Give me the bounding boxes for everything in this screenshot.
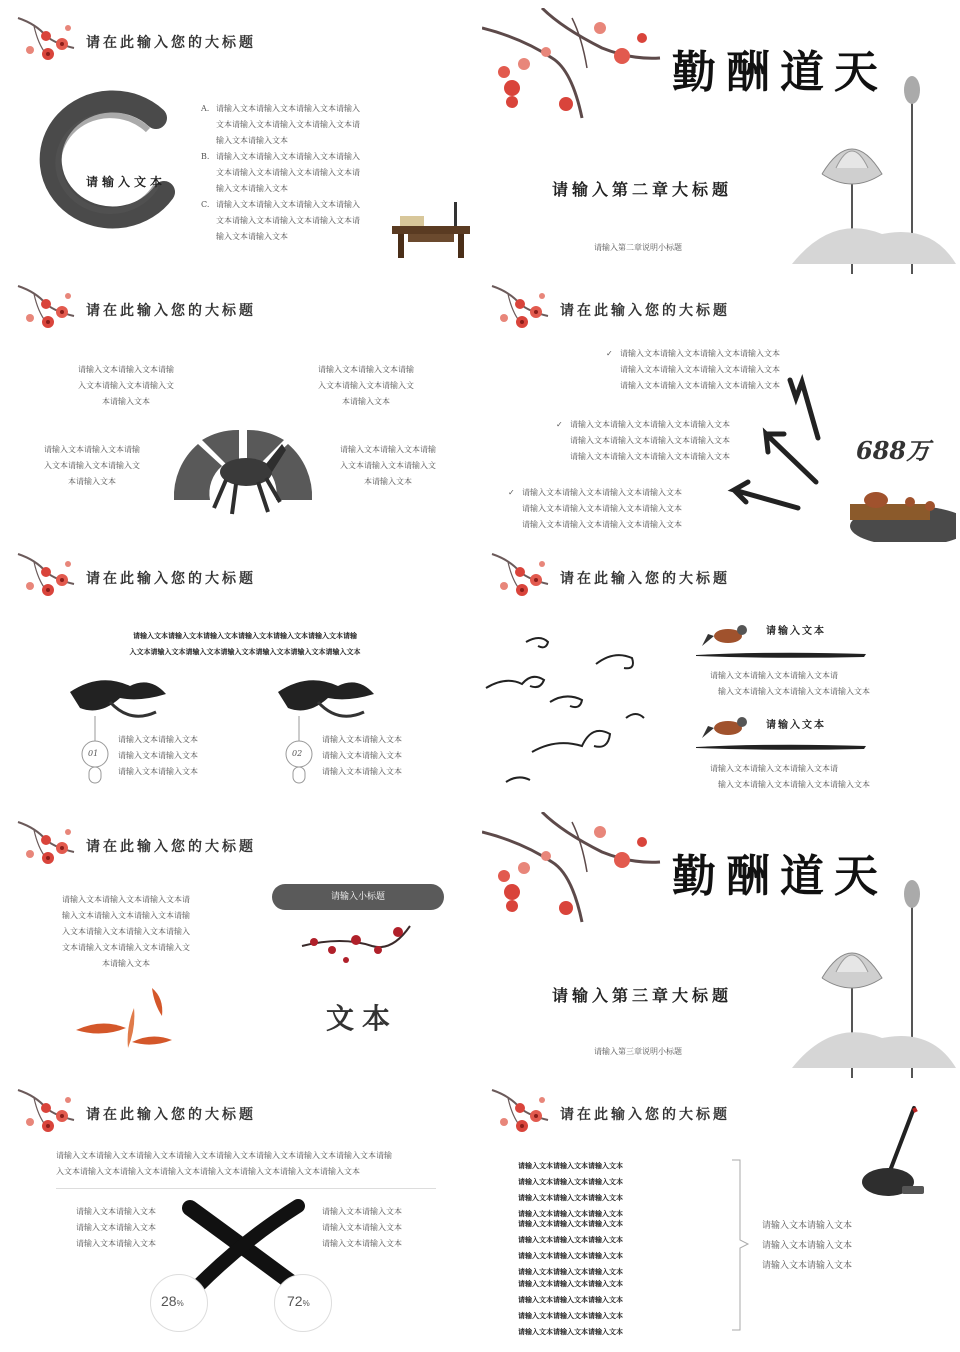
- block-line: 入文本请输入文本请输入文: [78, 381, 174, 390]
- slide-title: 请在此输入您的大标题: [560, 571, 730, 587]
- group-line: 请输入文本请输入文本请输入文本: [518, 1311, 623, 1320]
- item-number: 02: [292, 749, 303, 758]
- item-heading: 请输入文本: [766, 720, 826, 731]
- slide-6: [482, 544, 956, 810]
- circle-text: 请输入文本: [86, 175, 167, 189]
- item-line: 输入文本请输入文本请输入文本请输入文本: [718, 687, 870, 696]
- text-block-3: [32, 442, 152, 490]
- para-line: 请输入文本请输入文本请输入文本请: [62, 895, 190, 904]
- plum-blossom-icon: [16, 818, 78, 868]
- slide-9: [8, 1080, 482, 1346]
- item-line: 请输入文本请输入文本请输入文本请输入: [216, 104, 360, 113]
- slide-title: 请在此输入您的大标题: [86, 571, 256, 587]
- item-line: 请输入文本请输入文本: [118, 735, 198, 744]
- right-line: 请输入文本请输入文本: [762, 1241, 853, 1251]
- percent-circle-1: [150, 1274, 208, 1332]
- block-line: 请输入文本请输入文本请输: [318, 365, 414, 374]
- bird-icon: [702, 620, 752, 650]
- paragraph: [38, 892, 214, 972]
- group-line: 请输入文本请输入文本请输入文本: [518, 1295, 623, 1304]
- left-line: 请输入文本请输入文本: [76, 1223, 156, 1232]
- bracket: [730, 1160, 750, 1330]
- koi-fish-icon: [72, 988, 182, 1064]
- item-line: 请输入文本请输入文本: [118, 767, 198, 776]
- group-line: 请输入文本请输入文本请输入文本: [518, 1235, 623, 1244]
- writing-desk-icon: [386, 198, 476, 262]
- chapter-subtitle: 请输入第二章说明小标题: [594, 243, 682, 252]
- text-block-2: [306, 362, 426, 410]
- lotus-icon: [792, 868, 956, 1078]
- slide-title: 请在此输入您的大标题: [560, 303, 730, 319]
- plum-branch-icon: [482, 812, 662, 932]
- block-line: 入文本请输入文本请输入文: [318, 381, 414, 390]
- group-line: 请输入文本请输入文本请输入文本: [518, 1327, 623, 1336]
- brush-inkstone-icon: [858, 1104, 938, 1204]
- item-line: 请输入文本请输入文本请输入文本请输入: [216, 152, 360, 161]
- pct-unit: %: [176, 1299, 184, 1308]
- item-letter: A.: [201, 104, 210, 113]
- ink-circle-icon: [36, 100, 176, 240]
- galloping-horse-icon: [206, 428, 288, 518]
- chapter-subtitle: 请输入第三章说明小标题: [594, 1047, 682, 1056]
- slide-title: 请在此输入您的大标题: [86, 1107, 256, 1123]
- para-line: 文本请输入文本请输入文本请输入文: [62, 943, 190, 952]
- slide-7: [8, 812, 482, 1078]
- item-line: 请输入文本请输入文本请输入文本请输入文本: [522, 504, 682, 513]
- group-line: 请输入文本请输入文本请输入文本: [518, 1219, 623, 1228]
- block-line: 请输入文本请输入文本请输: [340, 445, 436, 454]
- slide-title: 请在此输入您的大标题: [86, 35, 256, 51]
- plum-blossom-icon: [16, 14, 78, 64]
- pct-unit: %: [302, 1299, 310, 1308]
- pct-number: 72: [287, 1293, 303, 1309]
- right-line: 请输入文本请输入文本: [322, 1207, 402, 1216]
- pct-number: 28: [161, 1293, 177, 1309]
- slide-1: [8, 8, 482, 274]
- item-line: 请输入文本请输入文本请输入文本请: [710, 671, 838, 680]
- chapter-title: 请输入第三章大标题: [552, 986, 733, 1005]
- para-line: 入文本请输入文本请输入文本请输入文本请输入文本请输入文本请输入文本请输入文本: [56, 1167, 360, 1176]
- item-line: 请输入文本请输入文本请输入文本请输入文本: [620, 365, 780, 374]
- slide-title: 请在此输入您的大标题: [86, 839, 256, 855]
- slide-title: 请在此输入您的大标题: [560, 1107, 730, 1123]
- check-icon: ✓: [508, 488, 515, 497]
- item-line: 请输入文本请输入文本: [322, 735, 402, 744]
- chapter-title: 请输入第二章大标题: [552, 180, 733, 199]
- left-line: 请输入文本请输入文本: [76, 1207, 156, 1216]
- slide-10: [482, 1080, 956, 1346]
- item-letter: C.: [201, 200, 210, 209]
- block-line: 本请输入文本: [68, 477, 116, 486]
- check-icon: ✓: [606, 349, 613, 358]
- text-group-1: [518, 1158, 623, 1222]
- group-line: 请输入文本请输入文本请输入文本: [518, 1193, 623, 1202]
- plum-blossom-icon: [490, 550, 552, 600]
- item-line: 文本请输入文本请输入文本请输入文本请: [216, 168, 360, 177]
- item-line: 请输入文本请输入文本请输入文本请输入文本: [570, 436, 730, 445]
- block-line: 请输入文本请输入文本请输: [44, 445, 140, 454]
- group-line: 请输入文本请输入文本请输入文本: [518, 1177, 623, 1186]
- slide-3: [8, 276, 482, 542]
- text-block-1: [66, 362, 186, 410]
- text-group-3: [518, 1276, 623, 1340]
- item-line: 请输入文本请输入文本请输入文本请输入文本: [570, 452, 730, 461]
- lotus-icon: [792, 64, 956, 274]
- item-line: 输入文本请输入文本: [216, 184, 288, 193]
- plum-blossom-icon: [490, 1086, 552, 1136]
- para-line: 请输入文本请输入文本请输入文本请输入文本请输入文本请输入文本请输: [133, 631, 357, 640]
- para-line: 输入文本请输入文本请输入文本请输: [62, 911, 190, 920]
- item-line: 请输入文本请输入文本: [322, 767, 402, 776]
- item-line: 文本请输入文本请输入文本请输入文本请: [216, 120, 360, 129]
- para-line: 入文本请输入文本请输入文本请输入文本请输入文本请输入文本请输入文本: [129, 647, 361, 656]
- text-block-4: [328, 442, 448, 490]
- para-line: 请输入文本请输入文本请输入文本请输入文本请输入文本请输入文本请输入文本请输入文本请输: [56, 1151, 392, 1160]
- group-line: 请输入文本请输入文本请输入文本: [518, 1279, 623, 1288]
- item-line: 请输入文本请输入文本请输入文本请输入文本: [570, 420, 730, 429]
- plum-blossom-icon: [16, 282, 78, 332]
- ink-stroke: [696, 650, 866, 660]
- slide-2: [482, 8, 956, 274]
- check-icon: ✓: [556, 420, 563, 429]
- item-heading: 请输入文本: [766, 626, 826, 637]
- block-line: 本请输入文本: [102, 397, 150, 406]
- calligraphy-title: 勤酬道天: [672, 851, 888, 902]
- plum-branch-icon: [302, 916, 412, 976]
- item-line: 请输入文本请输入文本请输入文本请输入: [216, 200, 360, 209]
- ink-stroke: [696, 742, 866, 752]
- right-line: 请输入文本请输入文本: [322, 1239, 402, 1248]
- item-line: 请输入文本请输入文本请输入文本请输入文本: [620, 349, 780, 358]
- item-line: 请输入文本请输入文本请输入文本请: [710, 764, 838, 773]
- plum-branch-icon: [482, 8, 662, 128]
- ink-cross-icon: [184, 1200, 302, 1292]
- pill-text: 请输入小标题: [330, 892, 385, 902]
- group-line: 请输入文本请输入文本请输入文本: [518, 1267, 623, 1276]
- item-line: 请输入文本请输入文本: [322, 751, 402, 760]
- slide-4: [482, 276, 956, 542]
- big-text: 文本: [326, 1002, 399, 1035]
- block-line: 本请输入文本: [364, 477, 412, 486]
- tea-set-icon: [814, 482, 956, 542]
- item-line: 请输入文本请输入文本请输入文本请输入文本: [522, 488, 682, 497]
- item-line: 文本请输入文本请输入文本请输入文本请: [216, 216, 360, 225]
- para-line: 本请输入文本: [102, 959, 150, 968]
- left-line: 请输入文本请输入文本: [76, 1239, 156, 1248]
- slide-5: [8, 544, 482, 810]
- text-group-2: [518, 1216, 623, 1280]
- divider: [56, 1188, 436, 1189]
- group-line: 请输入文本请输入文本请输入文本: [518, 1161, 623, 1170]
- para-line: 入文本请输入文本请输入文本请输入: [62, 927, 190, 936]
- subtitle-pill: [272, 884, 444, 910]
- item-number: 01: [88, 749, 99, 758]
- ink-clouds-icon: [486, 628, 670, 788]
- right-line: 请输入文本请输入文本: [322, 1223, 402, 1232]
- item-line: 输入文本请输入文本请输入文本请输入文本: [718, 780, 870, 789]
- slide-8: [482, 812, 956, 1078]
- item-line: 请输入文本请输入文本请输入文本请输入文本: [620, 381, 780, 390]
- block-line: 入文本请输入文本请输入文: [44, 461, 140, 470]
- block-line: 入文本请输入文本请输入文: [340, 461, 436, 470]
- percent-value: [161, 1293, 184, 1312]
- percent-circle-2: [274, 1274, 332, 1332]
- percent-value: [287, 1293, 310, 1312]
- stat-value: 688万: [856, 436, 931, 465]
- block-line: 本请输入文本: [342, 397, 390, 406]
- item-letter: B.: [201, 152, 210, 161]
- block-line: 请输入文本请输入文本请输: [78, 365, 174, 374]
- plum-blossom-icon: [16, 550, 78, 600]
- item-line: 请输入文本请输入文本: [118, 751, 198, 760]
- item-line: 请输入文本请输入文本请输入文本请输入文本: [522, 520, 682, 529]
- right-line: 请输入文本请输入文本: [762, 1221, 853, 1231]
- item-line: 输入文本请输入文本: [216, 232, 288, 241]
- item-line: 输入文本请输入文本: [216, 136, 288, 145]
- calligraphy-title: 勤酬道天: [672, 47, 888, 98]
- group-line: 请输入文本请输入文本请输入文本: [518, 1209, 623, 1218]
- plum-blossom-icon: [490, 282, 552, 332]
- bird-icon: [702, 712, 752, 742]
- plum-blossom-icon: [16, 1086, 78, 1136]
- group-line: 请输入文本请输入文本请输入文本: [518, 1251, 623, 1260]
- right-line: 请输入文本请输入文本: [762, 1261, 853, 1271]
- slide-title: 请在此输入您的大标题: [86, 303, 256, 319]
